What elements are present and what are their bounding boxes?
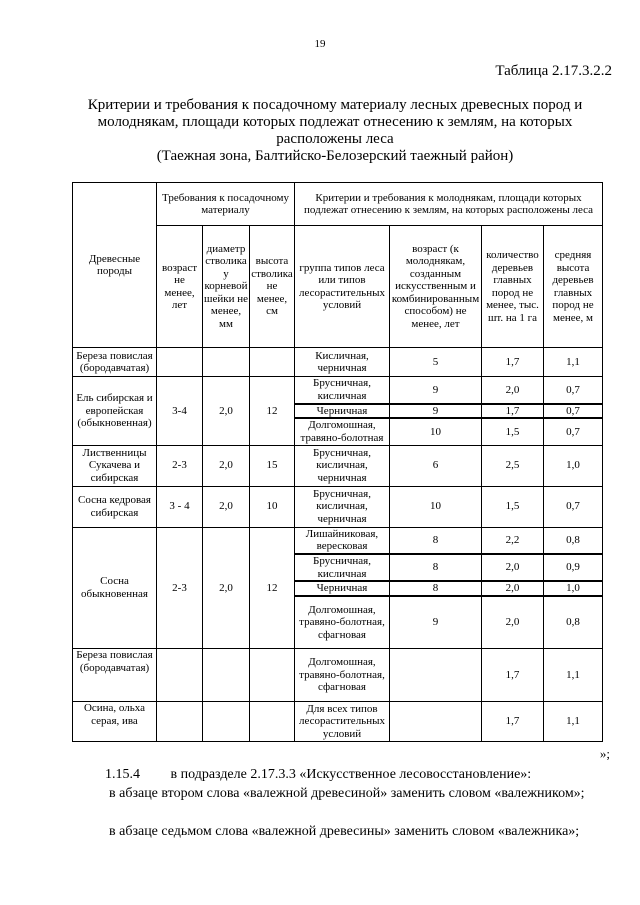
count-cell: 1,7 <box>482 348 544 377</box>
count-cell: 2,2 <box>482 527 544 554</box>
height-cell: 0,8 <box>544 596 603 649</box>
forest-type-cell: Брусничная, кисличная <box>295 554 390 581</box>
table-row <box>73 486 603 527</box>
forest-type-cell: Для всех типов лесорастительных условий <box>295 702 390 742</box>
forest-type-cell: Лишайниковая, вересковая <box>295 527 390 554</box>
header-young-age: возраст (к молоднякам, созданным искусственным и комбинированным способом) не менее, лет <box>390 226 482 348</box>
title-line: Критерии и требования к посадочному материалу лесных древесных пород и <box>87 97 583 113</box>
plant-age-cell: 3-4 <box>157 377 203 446</box>
table-row <box>73 527 603 554</box>
forest-type-cell: Долгомошная, травяно-болотная <box>295 418 390 445</box>
table-row <box>73 348 603 377</box>
height-cell: 1,0 <box>544 445 603 486</box>
diameter-cell: 2,0 <box>203 445 250 486</box>
paragraph-text: в абзаце седьмом слова «валежной древесины» заменить словом «валежника»; <box>109 824 580 839</box>
table-row <box>73 702 603 742</box>
diameter-cell: 2,0 <box>203 377 250 446</box>
header-count: количество деревьев главных пород не менее, тыс. шт. на 1 га <box>482 226 544 348</box>
paragraph-text: в абзаце втором слова «валежной древесиной» заменить словом «валежником»; <box>109 786 585 801</box>
age-cell: 8 <box>390 581 482 596</box>
count-cell: 1,7 <box>482 702 544 742</box>
species-cell: Береза повислая (бородавчатая) <box>73 348 157 377</box>
title-line: расположены леса <box>276 131 394 147</box>
height-cell: 0,7 <box>544 377 603 404</box>
age-cell: 10 <box>390 486 482 527</box>
table-row <box>73 649 603 702</box>
page-number: 19 <box>314 38 326 50</box>
height-cell: 1,1 <box>544 348 603 377</box>
height-cell: 0,7 <box>544 404 603 419</box>
diameter-cell: 2,0 <box>203 486 250 527</box>
stem-height-cell: 12 <box>250 377 295 446</box>
paragraph-text: в подразделе 2.17.3.3 «Искусственное лесовосстановление»: <box>170 767 532 782</box>
stem-height-cell: 12 <box>250 527 295 649</box>
count-cell: 1,7 <box>482 404 544 419</box>
title-line: (Таежная зона, Балтийско-Белозерский таежный район) <box>156 148 514 164</box>
age-cell: 6 <box>390 445 482 486</box>
header-criteria: Критерии и требования к молоднякам, площади которых подлежат отнесению к землям, на которых расположены леса <box>295 183 603 226</box>
height-cell: 1,1 <box>544 649 603 702</box>
age-cell: 10 <box>390 418 482 445</box>
plant-age-cell: 2-3 <box>157 527 203 649</box>
header-age: возраст не менее, лет <box>157 226 203 348</box>
height-cell: 1,0 <box>544 581 603 596</box>
age-cell: 9 <box>390 404 482 419</box>
criteria-table <box>72 182 603 742</box>
title-line: молоднякам, площади которых подлежат отнесению к землям, на которых <box>97 114 573 130</box>
plant-age-cell: 2-3 <box>157 445 203 486</box>
header-height: высота стволика не менее, см <box>250 226 295 348</box>
table-title <box>40 97 630 165</box>
forest-type-cell: Брусничная, кисличная <box>295 377 390 404</box>
count-cell: 2,0 <box>482 554 544 581</box>
species-cell: Ель сибирская и европейская (обыкновенная) <box>73 377 157 446</box>
stem-height-cell: 15 <box>250 445 295 486</box>
species-cell: Осина, ольха серая, ива <box>73 702 157 742</box>
paragraph-1 <box>77 765 592 785</box>
age-cell: 8 <box>390 554 482 581</box>
plant-age-cell: 3 - 4 <box>157 486 203 527</box>
height-cell: 0,9 <box>544 554 603 581</box>
height-cell: 0,7 <box>544 486 603 527</box>
count-cell: 2,0 <box>482 377 544 404</box>
count-cell: 2,0 <box>482 581 544 596</box>
species-cell: Береза повислая (бородавчатая) <box>73 649 157 702</box>
age-cell: 5 <box>390 348 482 377</box>
header-avg-height: средняя высота деревьев главных пород не менее, м <box>544 226 603 348</box>
closing-quote: »; <box>599 746 610 761</box>
table-number: Таблица 2.17.3.2.2 <box>495 63 612 79</box>
count-cell: 1,5 <box>482 486 544 527</box>
count-cell: 2,5 <box>482 445 544 486</box>
height-cell: 0,8 <box>544 527 603 554</box>
age-cell: 9 <box>390 377 482 404</box>
table-row <box>73 445 603 486</box>
count-cell: 1,5 <box>482 418 544 445</box>
species-cell: Сосна обыкновенная <box>73 527 157 649</box>
forest-type-cell: Кисличная, черничная <box>295 348 390 377</box>
count-cell: 1,7 <box>482 649 544 702</box>
header-species: Древесные породы <box>73 183 157 348</box>
height-cell: 1,1 <box>544 702 603 742</box>
paragraph-3 <box>77 822 592 842</box>
forest-type-cell: Долгомошная, травяно-болотная, сфагновая <box>295 649 390 702</box>
header-diameter: диаметр стволика у корневой шейки не менее, мм <box>203 226 250 348</box>
header-requirements: Требования к посадочному материалу <box>157 183 295 226</box>
forest-type-cell: Долгомошная, травяно-болотная, сфагновая <box>295 596 390 649</box>
paragraph-2 <box>77 784 592 804</box>
forest-type-cell: Брусничная, кисличная, черничная <box>295 486 390 527</box>
forest-type-cell: Брусничная, кисличная, черничная <box>295 445 390 486</box>
diameter-cell: 2,0 <box>203 527 250 649</box>
table-row <box>73 377 603 404</box>
forest-type-cell: Черничная <box>295 581 390 596</box>
age-cell: 8 <box>390 527 482 554</box>
stem-height-cell: 10 <box>250 486 295 527</box>
height-cell: 0,7 <box>544 418 603 445</box>
header-forest-type: группа типов леса или типов лесорастительных условий <box>295 226 390 348</box>
count-cell: 2,0 <box>482 596 544 649</box>
age-cell: 9 <box>390 596 482 649</box>
forest-type-cell: Черничная <box>295 404 390 419</box>
paragraph-number: 1.15.4 <box>105 767 140 782</box>
species-cell: Лиственницы Сукачева и сибирская <box>73 445 157 486</box>
species-cell: Сосна кедровая сибирская <box>73 486 157 527</box>
